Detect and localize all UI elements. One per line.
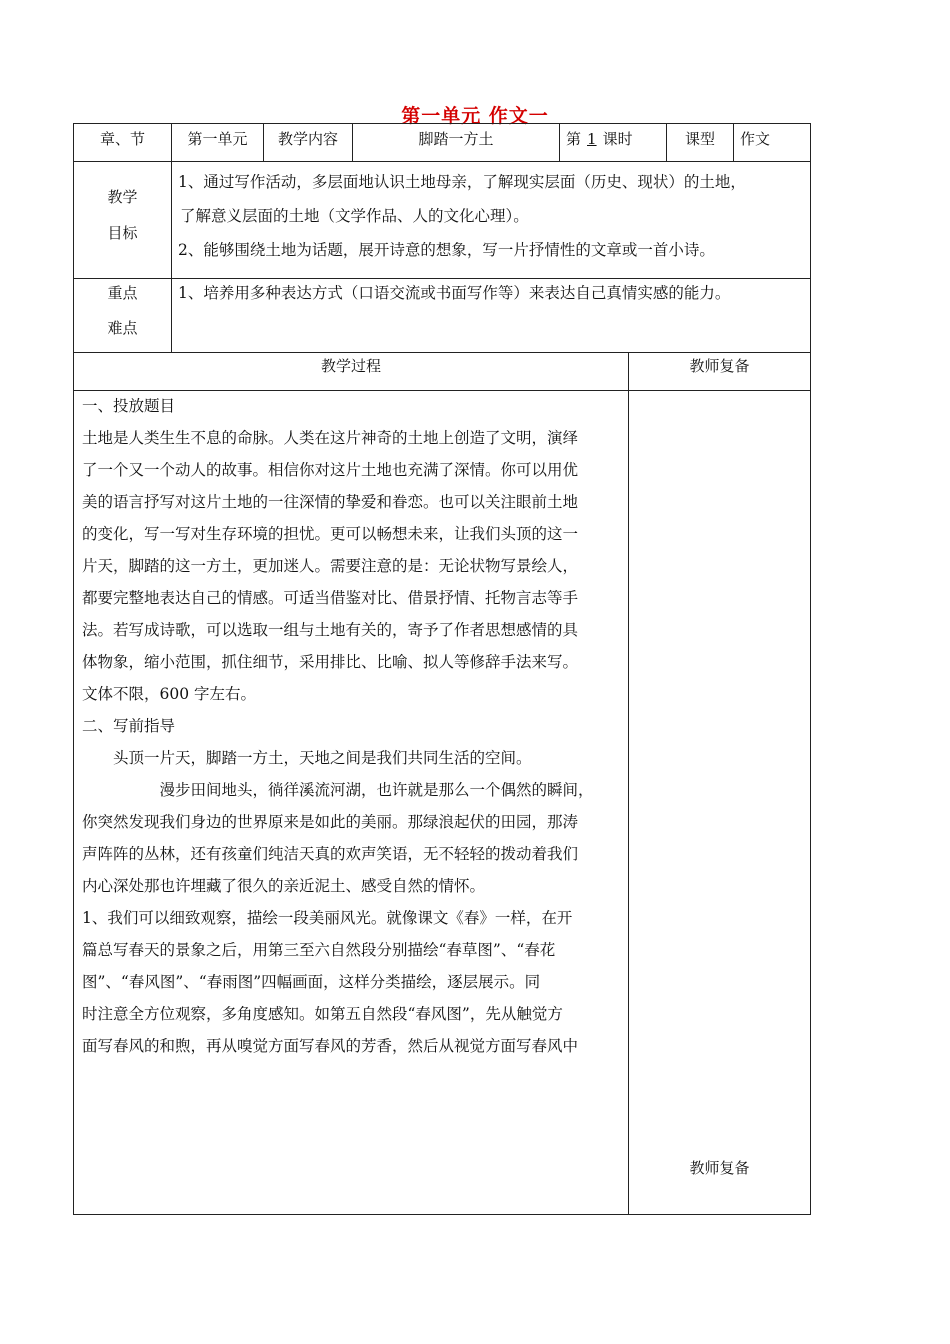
teacher-note: 教师复备 xyxy=(689,1159,750,1177)
process-line: 面写春风的和煦，再从嗅觉方面写春风的芳香，然后从视觉方面写春风中 xyxy=(82,1037,579,1055)
process-line: 片天，脚踏的这一方土，更加迷人。需要注意的是：无论状物写景绘人， xyxy=(82,557,579,575)
process-line: 篇总写春天的景象之后，用第三至六自然段分别描绘“春草图”、“春花 xyxy=(82,941,556,959)
process-line: 1、我们可以细致观察，描绘一段美丽风光。就像课文《春》一样，在开 xyxy=(82,909,573,927)
page-title: 第一单元 作文一 xyxy=(401,105,549,127)
process-line: 都要完整地表达自己的情感。可适当借鉴对比、借景抒情、托物言志等手 xyxy=(82,589,579,607)
process-header: 教学过程 xyxy=(320,357,381,375)
objectives-label-2: 目标 xyxy=(107,224,138,242)
content-value: 脚踏一方土 xyxy=(418,130,494,148)
process-line: 时注意全方位观察，多角度感知。如第五自然段“春风图”，先从触觉方 xyxy=(82,1005,563,1023)
process-line: 法。若写成诗歌，可以选取一组与土地有关的，寄予了作者思想感情的具 xyxy=(82,621,579,639)
content-label: 教学内容 xyxy=(277,130,338,148)
teacher-header: 教师复备 xyxy=(689,357,750,375)
process-line: 了一个又一个动人的故事。相信你对这片土地也充满了深情。你可以用优 xyxy=(82,461,579,479)
objective-line: 了解意义层面的土地（文学作品、人的文化心理）。 xyxy=(180,207,529,225)
objectives-label-1: 教学 xyxy=(107,188,138,206)
type-value: 作文 xyxy=(740,130,771,148)
process-line: 你突然发现我们身边的世界原来是如此的美丽。那绿浪起伏的田园，那涛 xyxy=(82,813,579,831)
process-line: 体物象，缩小范围，抓住细节，采用排比、比喻、拟人等修辞手法来写。 xyxy=(82,653,579,671)
process-line: 文体不限，600 字左右。 xyxy=(82,685,257,703)
process-line: 图”、“春风图”、“春雨图”四幅画面，这样分类描绘，逐层展示。同 xyxy=(82,973,541,991)
objective-line: 1、通过写作活动，多层面地认识土地母亲，了解现实层面（历史、现状）的土地， xyxy=(178,173,746,191)
objectives-text xyxy=(178,165,808,267)
chapter-label: 章、节 xyxy=(99,130,145,148)
lesson-number: 1 xyxy=(587,130,597,148)
type-label: 课型 xyxy=(684,130,715,148)
process-line: 声阵阵的丛林，还有孩童们纯洁天真的欢声笑语，无不轻轻的拨动着我们 xyxy=(82,845,579,863)
process-line: 二、写前指导 xyxy=(82,717,176,735)
key-points-label-1: 重点 xyxy=(107,284,138,302)
lesson-suffix: 课时 xyxy=(602,130,633,148)
key-points-label-2: 难点 xyxy=(107,319,138,337)
process-body xyxy=(82,390,627,1062)
objective-line: 2、能够围绕土地为话题，展开诗意的想象，写一片抒情性的文章或一首小诗。 xyxy=(178,241,715,259)
process-line: 头顶一片天，脚踏一方土，天地之间是我们共同生活的空间。 xyxy=(82,749,532,767)
lesson-prefix: 第 xyxy=(566,130,582,148)
process-line: 一、投放题目 xyxy=(82,397,176,415)
key-points-text: 1、培养用多种表达方式（口语交流或书面写作等）来表达自己真情实感的能力。 xyxy=(178,284,731,302)
process-line: 土地是人类生生不息的命脉。人类在这片神奇的土地上创造了文明，演绎 xyxy=(82,429,579,447)
process-line: 漫步田间地头，徜徉溪流河湖，也许就是那么一个偶然的瞬间， xyxy=(82,781,594,799)
chapter-value: 第一单元 xyxy=(187,130,248,148)
lesson-count xyxy=(566,129,666,149)
process-line: 内心深处那也许埋藏了很久的亲近泥土、感受自然的情怀。 xyxy=(82,877,486,895)
process-line: 的变化，写一写对生存环境的担忧。更可以畅想未来，让我们头顶的这一 xyxy=(82,525,579,543)
process-line: 美的语言抒写对这片土地的一往深情的挚爱和眷恋。也可以关注眼前土地 xyxy=(82,493,579,511)
